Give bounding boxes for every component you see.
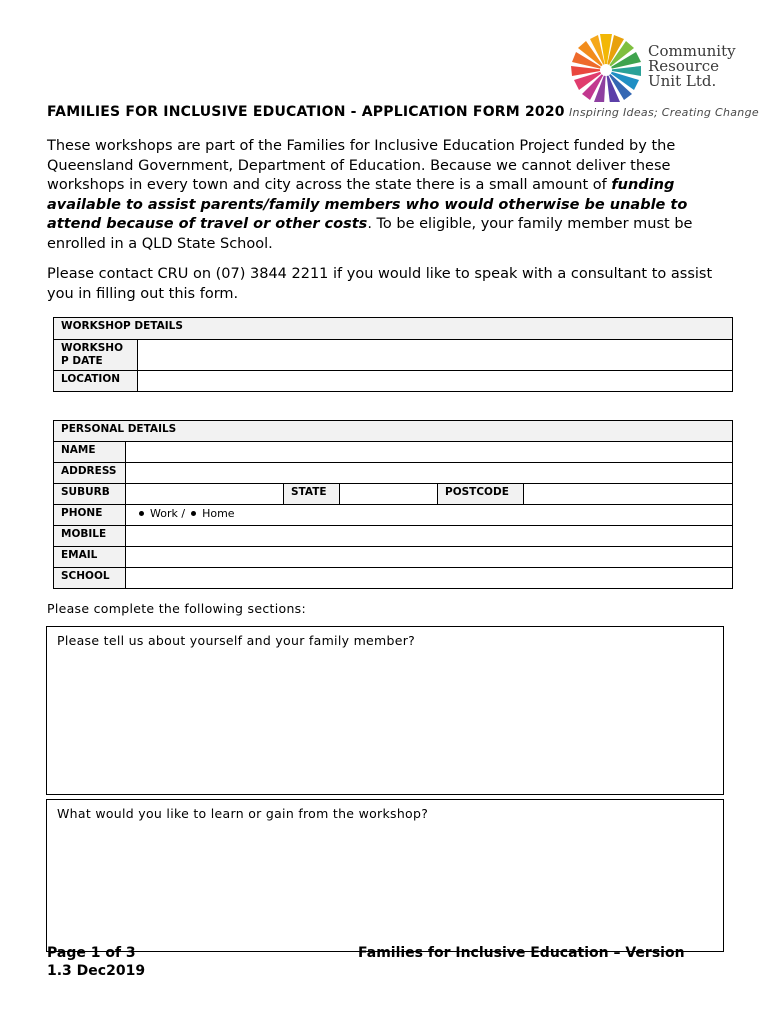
workshop-details-table: [53, 317, 733, 392]
page-footer-left: [47, 944, 145, 980]
name-label: NAME: [54, 442, 126, 463]
logo-wordmark: [648, 44, 736, 89]
school-field[interactable]: [126, 568, 733, 589]
logo-tagline: Inspiring Ideas; Creating Change: [569, 106, 759, 119]
about-yourself-question: Please tell us about yourself and your family member?: [57, 633, 416, 648]
sunburst-logo-icon: [566, 30, 644, 102]
mobile-label: MOBILE: [54, 526, 126, 547]
cru-logo: [566, 30, 746, 102]
intro-bold-text: funding available to assist parents/family members who would otherwise be unable to attend because of travel or other costs: [47, 177, 688, 233]
logo-line-3: Unit Ltd.: [648, 72, 717, 90]
name-field[interactable]: [126, 442, 733, 463]
personal-details-header: PERSONAL DETAILS: [54, 421, 733, 442]
version-date: 1.3 Dec2019: [47, 963, 146, 979]
logo-line-1: Community: [648, 42, 736, 60]
state-field[interactable]: [340, 484, 438, 505]
phone-home-option: Home: [202, 507, 235, 520]
mobile-field[interactable]: [126, 526, 733, 547]
email-label: EMAIL: [54, 547, 126, 568]
school-label: SCHOOL: [54, 568, 126, 589]
state-label: STATE: [284, 484, 340, 505]
workshop-date-field[interactable]: [138, 340, 733, 371]
page-footer-right: Families for Inclusive Education – Version: [358, 945, 685, 961]
form-title: FAMILIES FOR INCLUSIVE EDUCATION - APPLICATION FORM 2020: [47, 104, 565, 120]
intro-text-2: . To be eligible, your family member must be enrolled in a QLD State School.: [47, 216, 693, 252]
address-label: ADDRESS: [54, 463, 126, 484]
phone-separator: /: [181, 507, 186, 520]
logo-line-2: Resource: [648, 57, 720, 75]
bullet-icon: [139, 511, 144, 516]
postcode-field[interactable]: [524, 484, 733, 505]
address-field[interactable]: [126, 463, 733, 484]
suburb-label: SUBURB: [54, 484, 126, 505]
suburb-field[interactable]: [126, 484, 284, 505]
phone-field[interactable]: [126, 505, 733, 526]
phone-work-option: Work: [150, 507, 178, 520]
sections-intro: Please complete the following sections:: [47, 601, 306, 616]
location-field[interactable]: [138, 371, 733, 392]
intro-paragraph: [47, 137, 737, 255]
learning-goals-textarea[interactable]: [46, 799, 724, 952]
intro-text-1: These workshops are part of the Families for Inclusive Education Project funded by the Queensland Government, Department of Education. Because we cannot deliver these workshops in every town and city across the state there is a small amount of: [47, 138, 676, 194]
page-number: Page 1 of 3: [47, 945, 136, 961]
location-label: LOCATION: [54, 371, 138, 392]
postcode-label: POSTCODE: [438, 484, 524, 505]
workshop-date-label: WORKSHO P DATE: [54, 340, 138, 371]
learning-goals-question: What would you like to learn or gain from the workshop?: [57, 806, 429, 821]
email-field[interactable]: [126, 547, 733, 568]
phone-label: PHONE: [54, 505, 126, 526]
workshop-details-header: WORKSHOP DETAILS: [54, 318, 733, 340]
personal-details-table: [53, 420, 733, 589]
about-yourself-textarea[interactable]: [46, 626, 724, 795]
contact-paragraph: Please contact CRU on (07) 3844 2211 if you would like to speak with a consultant to assist you in filling out this form.: [47, 266, 713, 302]
bullet-icon: [191, 511, 196, 516]
